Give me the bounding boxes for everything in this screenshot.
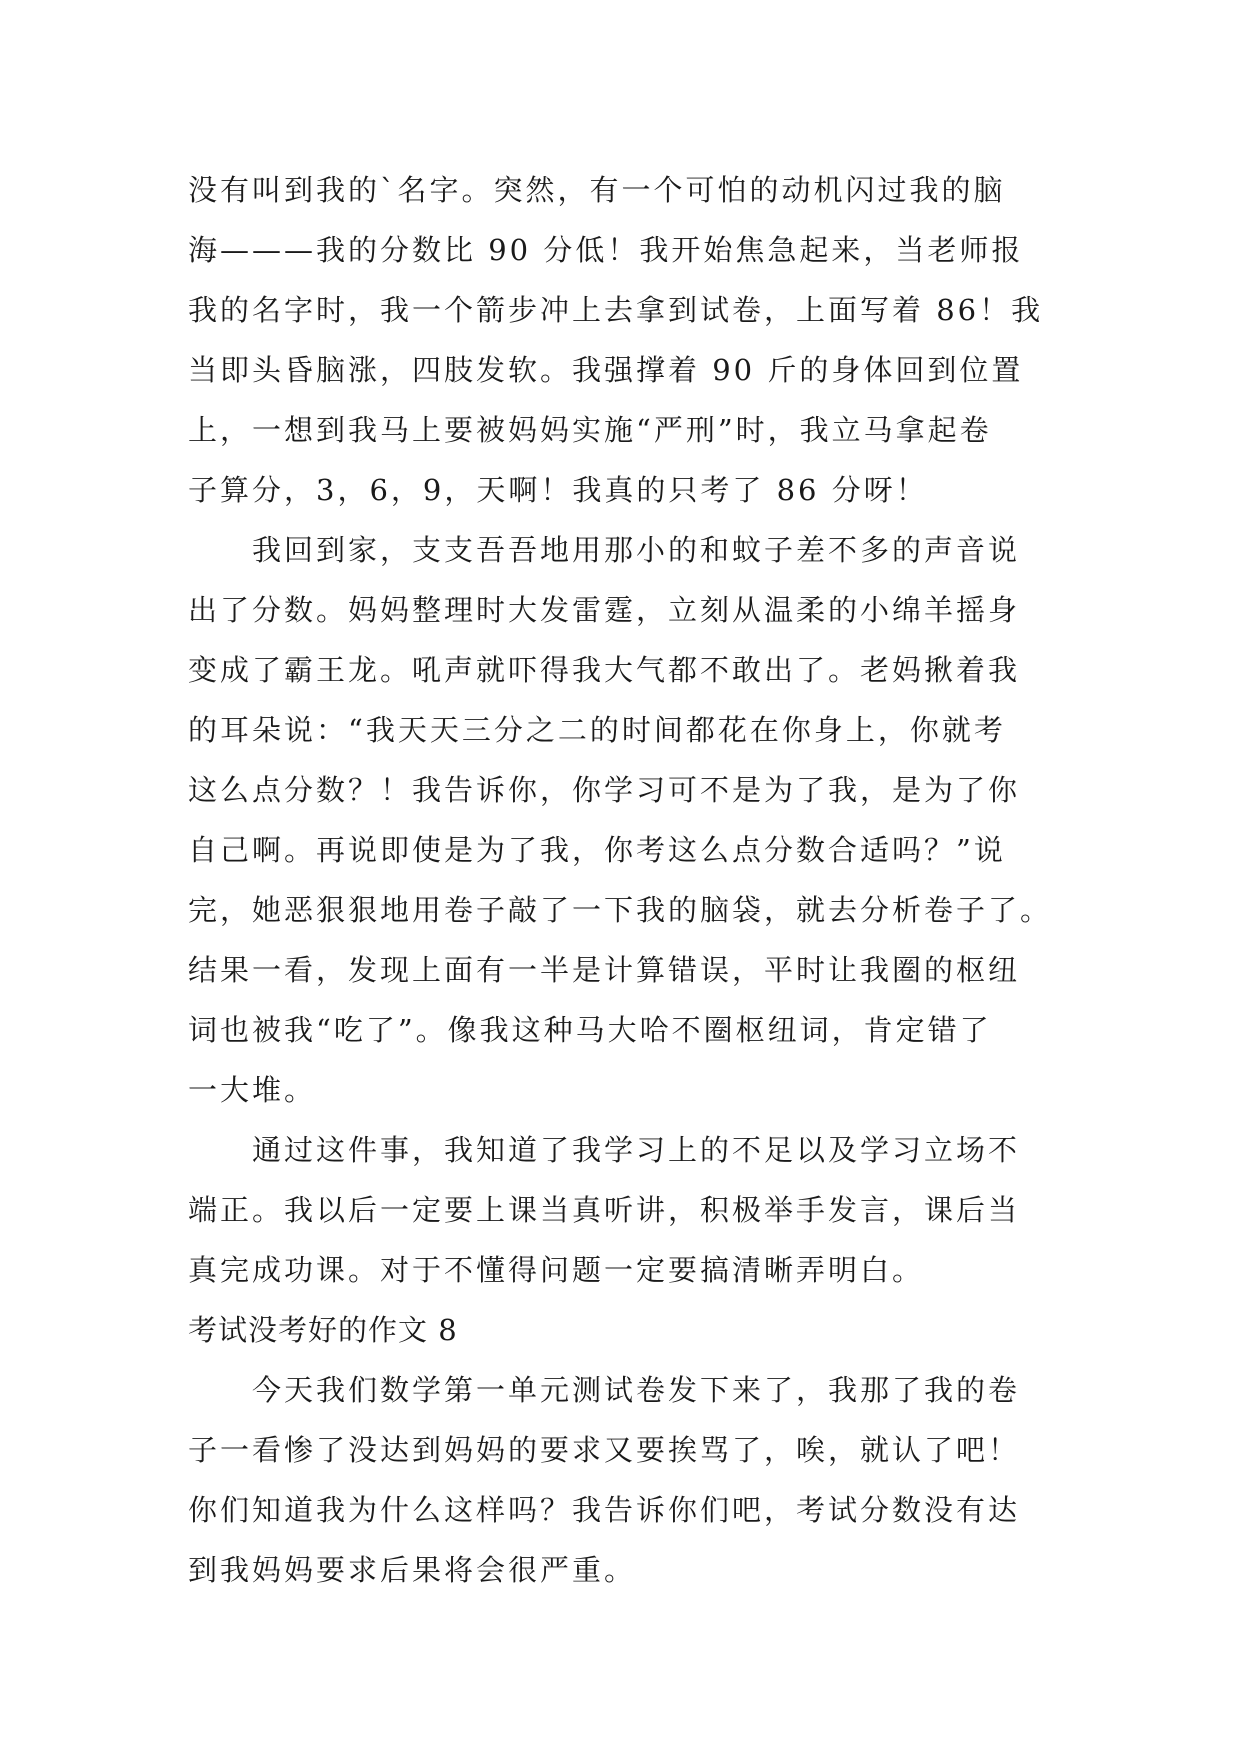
text-line: 到我妈妈要求后果将会很严重。 — [188, 1553, 637, 1587]
text-line: 自己啊。再说即使是为了我，你考这么点分数合适吗？”说 — [188, 833, 1006, 867]
text-line: 词也被我“吃了”。像我这种马大哈不圈枢纽词，肯定错了 — [188, 1013, 992, 1047]
text-line: 一大堆。 — [188, 1073, 317, 1107]
text-line: 子一看惨了没达到妈妈的要求又要挨骂了，唉，就认了吧！ — [188, 1433, 1021, 1467]
text-line: 结果一看，发现上面有一半是计算错误，平时让我圈的枢纽 — [188, 953, 1021, 987]
section-heading: 考试没考好的作文 8 — [188, 1313, 458, 1347]
text-line: 没有叫到我的`名字。突然，有一个可怕的动机闪过我的脑 — [188, 173, 1006, 207]
text-line: 海———我的分数比 90 分低！我开始焦急起来，当老师报 — [188, 233, 1024, 267]
text-line: 真完成功课。对于不懂得问题一定要搞清晰弄明白。 — [188, 1253, 925, 1287]
text-line: 我回到家，支支吾吾地用那小的和蚊子差不多的声音说 — [252, 533, 1021, 567]
text-line: 这么点分数？！我告诉你，你学习可不是为了我，是为了你 — [188, 773, 1021, 807]
text-line: 变成了霸王龙。吼声就吓得我大气都不敢出了。老妈揪着我 — [188, 653, 1021, 687]
text-line: 你们知道我为什么这样吗？我告诉你们吧，考试分数没有达 — [188, 1493, 1021, 1527]
text-line: 今天我们数学第一单元测试卷发下来了，我那了我的卷 — [252, 1373, 1021, 1407]
text-line: 子算分，3，6，9，天啊！我真的只考了 86 分呀！ — [188, 473, 928, 507]
text-line: 的耳朵说：“我天天三分之二的时间都花在你身上，你就考 — [188, 713, 1006, 747]
document-body — [188, 160, 1063, 1600]
text-line: 我的名字时，我一个箭步冲上去拿到试卷，上面写着 86！我 — [188, 293, 1044, 327]
text-line: 端正。我以后一定要上课当真听讲，积极举手发言，课后当 — [188, 1193, 1021, 1227]
text-line: 上，一想到我马上要被妈妈实施“严刑”时，我立马拿起卷 — [188, 413, 992, 447]
text-line: 通过这件事，我知道了我学习上的不足以及学习立场不 — [252, 1133, 1021, 1167]
text-line: 完，她恶狠狠地用卷子敲了一下我的脑袋，就去分析卷子了。 — [188, 893, 1053, 927]
text-line: 出了分数。妈妈整理时大发雷霆，立刻从温柔的小绵羊摇身 — [188, 593, 1021, 627]
text-line: 当即头昏脑涨，四肢发软。我强撑着 90 斤的身体回到位置 — [188, 353, 1024, 387]
